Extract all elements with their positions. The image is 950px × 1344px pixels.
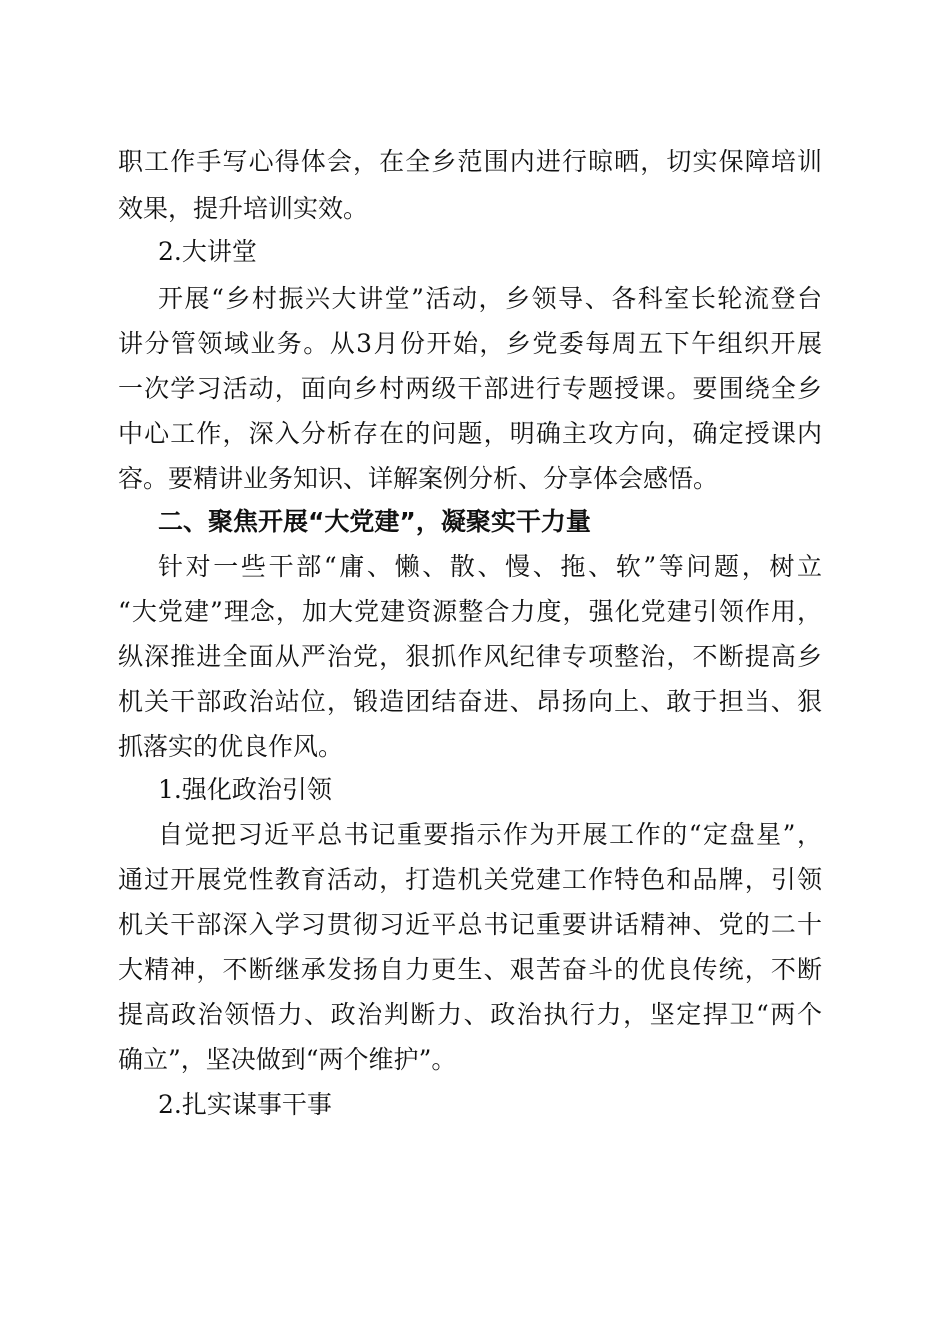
body-line: 开展“乡村振兴大讲堂”活动，乡领导、各科室长轮流登台	[158, 284, 822, 313]
body-line: 讲分管领域业务。从3月份开始，乡党委每周五下午组织开展	[118, 329, 822, 358]
body-line: 效果，提升培训实效。	[118, 194, 369, 223]
body-line: 确立”，坚决做到“两个维护”。	[118, 1045, 457, 1074]
subsection-title: 2.扎实谋事干事	[158, 1090, 332, 1119]
body-line: “大党建”理念，加大党建资源整合力度，强化党建引领作用，	[118, 597, 822, 626]
subsection-title: 1.强化政治引领	[158, 775, 332, 804]
subsection-title: 2.大讲堂	[158, 237, 257, 266]
body-line: 纵深推进全面从严治党，狠抓作风纪律专项整治，不断提高乡	[118, 642, 822, 671]
body-line: 容。要精讲业务知识、详解案例分析、分享体会感悟。	[118, 464, 719, 493]
body-line: 中心工作，深入分析存在的问题，明确主攻方向，确定授课内	[118, 419, 822, 448]
body-line: 机关干部深入学习贯彻习近平总书记重要讲话精神、党的二十	[118, 910, 822, 939]
section-heading: 二、聚焦开展“大党建”，凝聚实干力量	[158, 507, 591, 536]
body-line: 针对一些干部“庸、懒、散、慢、拖、软”等问题，树立	[158, 552, 822, 581]
body-line: 职工作手写心得体会，在全乡范围内进行晾晒，切实保障培训	[118, 147, 822, 176]
body-line: 抓落实的优良作风。	[118, 732, 344, 761]
body-line: 提高政治领悟力、政治判断力、政治执行力，坚定捍卫“两个	[118, 1000, 822, 1029]
body-line: 通过开展党性教育活动，打造机关党建工作特色和品牌，引领	[118, 865, 822, 894]
body-line: 一次学习活动，面向乡村两级干部进行专题授课。要围绕全乡	[118, 374, 822, 403]
body-line: 大精神，不断继承发扬自力更生、艰苦奋斗的优良传统，不断	[118, 955, 822, 984]
body-line: 机关干部政治站位，锻造团结奋进、昂扬向上、敢于担当、狠	[118, 687, 822, 716]
body-line: 自觉把习近平总书记重要指示作为开展工作的“定盘星”，	[158, 820, 822, 849]
